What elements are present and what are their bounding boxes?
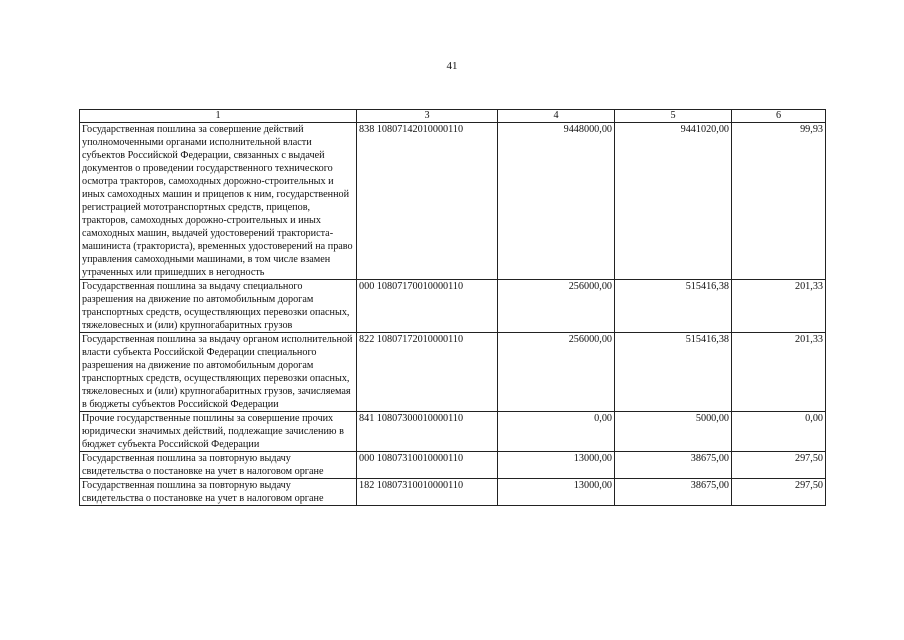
table-row bbox=[80, 280, 826, 333]
row-actual-amount: 5000,00 bbox=[615, 412, 732, 452]
row-percent: 297,50 bbox=[732, 452, 826, 479]
row-name: Государственная пошлина за выдачу специального разрешения на движение по автомобильным дорогам транспортных средств, осуществляющих перевозки опасных, тяжеловесных и (или) крупногабаритных грузов bbox=[80, 280, 357, 333]
row-plan-amount: 9448000,00 bbox=[498, 123, 615, 280]
row-name: Государственная пошлина за повторную выдачу свидетельства о постановке на учет в налоговом органе bbox=[80, 452, 357, 479]
row-code: 841 10807300010000110 bbox=[357, 412, 498, 452]
row-code: 000 10807310010000110 bbox=[357, 452, 498, 479]
row-percent: 297,50 bbox=[732, 479, 826, 506]
row-actual-amount: 9441020,00 bbox=[615, 123, 732, 280]
table-row bbox=[80, 452, 826, 479]
row-plan-amount: 256000,00 bbox=[498, 280, 615, 333]
table-row bbox=[80, 333, 826, 412]
table-header-row bbox=[80, 110, 826, 123]
row-percent: 201,33 bbox=[732, 280, 826, 333]
column-header-code: 3 bbox=[357, 110, 498, 123]
row-actual-amount: 38675,00 bbox=[615, 479, 732, 506]
column-header-plan: 4 bbox=[498, 110, 615, 123]
column-header-actual: 5 bbox=[615, 110, 732, 123]
table-row bbox=[80, 479, 826, 506]
row-actual-amount: 515416,38 bbox=[615, 280, 732, 333]
table-row bbox=[80, 123, 826, 280]
row-code: 822 10807172010000110 bbox=[357, 333, 498, 412]
row-percent: 0,00 bbox=[732, 412, 826, 452]
row-plan-amount: 0,00 bbox=[498, 412, 615, 452]
row-plan-amount: 13000,00 bbox=[498, 452, 615, 479]
row-code: 838 10807142010000110 bbox=[357, 123, 498, 280]
row-code: 000 10807170010000110 bbox=[357, 280, 498, 333]
row-plan-amount: 13000,00 bbox=[498, 479, 615, 506]
row-plan-amount: 256000,00 bbox=[498, 333, 615, 412]
row-name: Прочие государственные пошлины за совершение прочих юридически значимых действий, подлежащие зачислению в бюджет субъекта Российской Федерации bbox=[80, 412, 357, 452]
table-row bbox=[80, 412, 826, 452]
column-header-name: 1 bbox=[80, 110, 357, 123]
page-number: 41 bbox=[446, 60, 458, 72]
row-actual-amount: 515416,38 bbox=[615, 333, 732, 412]
column-header-percent: 6 bbox=[732, 110, 826, 123]
row-name: Государственная пошлина за выдачу органом исполнительной власти субъекта Российской Федерации специального разрешения на движение по автомобильным дорогам транспортных средств, осуществляющих перевозки опасных, тяжеловесных и (или) крупногабаритных грузов, зачисляемая в бюджеты субъектов Российской Федерации bbox=[80, 333, 357, 412]
budget-table bbox=[79, 109, 826, 506]
row-percent: 201,33 bbox=[732, 333, 826, 412]
row-code: 182 10807310010000110 bbox=[357, 479, 498, 506]
row-percent: 99,93 bbox=[732, 123, 826, 280]
row-name: Государственная пошлина за совершение действий уполномоченными органами исполнительной власти субъектов Российской Федерации, связанных с выдачей документов о проведении государственного технического осмотра тракторов, самоходных дорожно-строительных и иных самоходных машин и прицепов к ним, государственной регистрацией мототранспортных средств, прицепов, тракторов, самоходных дорожно-строительных и иных самоходных машин, выдачей удостоверений тракториста-машиниста (тракториста), временных удостоверений на право управления самоходными машинами, в том числе взамен утраченных или пришедших в негодность bbox=[80, 123, 357, 280]
row-name: Государственная пошлина за повторную выдачу свидетельства о постановке на учет в налоговом органе bbox=[80, 479, 357, 506]
row-actual-amount: 38675,00 bbox=[615, 452, 732, 479]
